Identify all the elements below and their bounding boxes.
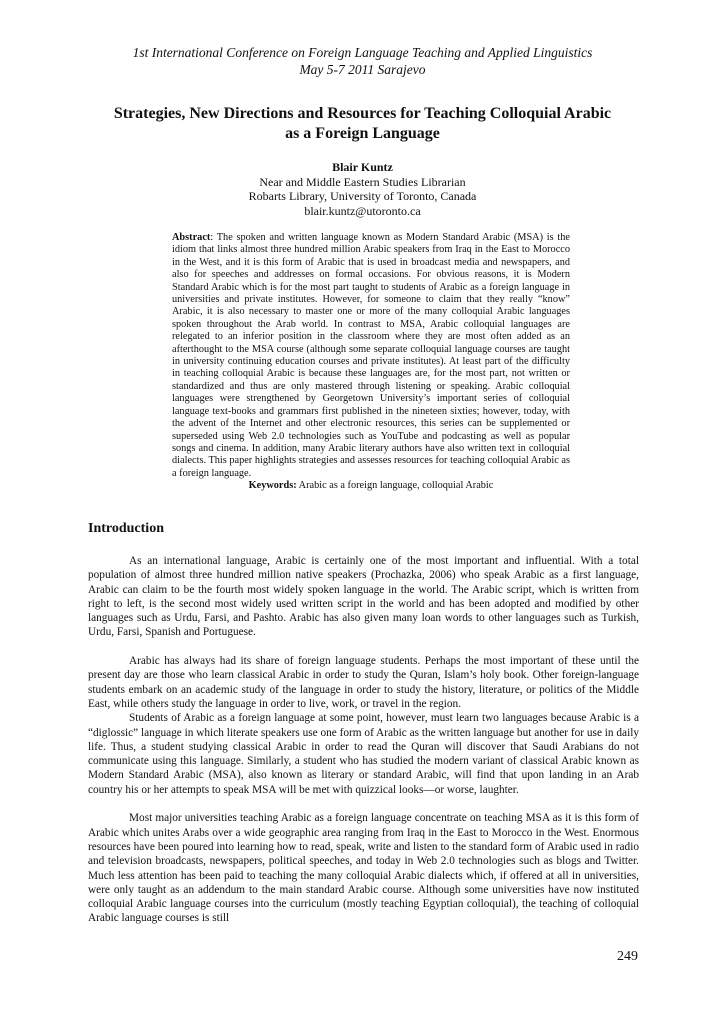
author-affiliation: Robarts Library, University of Toronto, Canada	[248, 189, 477, 203]
abstract-label: Abstract	[172, 232, 211, 243]
abstract-text: : The spoken and written language known as Modern Standard Arabic (MSA) is the idiom that links almost three hundred million Arabic speakers from Iraq in the East to Morocco in the West, and it is this form of Arabic that is used in broadcast media and newspapers, and also for speeches and addresses on formal occasions. For obvious reasons, it is Modern Standard Arabic which is for the most part taught to students of Arabic as a foreign language in universities and private institutes. However, for someone to claim that they really “know” Arabic, it is also necessary to master one or more of the many colloquial Arabic languages spoken throughout the Arab world. In contrast to MSA, Arabic colloquial languages are relegated to an inferior position in the classroom where they are most often added as an afterthought to the MSA course (although some separate colloquial language courses are taught in university continuing education courses and private institutes). At least part of the difficulty in teaching colloquial Arabic is because these languages are, for the most part, not written or standardized and thus are only mastered through listening or speaking. Arabic colloquial languages were strengthened by Georgetown University’s important series of colloquial language text-books and grammars first published in the nineteen sixties; however, today, with the advent of the Internet and other electronic resources, this series can be supplemented or superseded using Web 2.0 technologies such as YouTube and podcasting as well as popular songs and cinema. In addition, many Arabic literary authors have also written text in colloquial dialects. This paper highlights strategies and assesses resources for teaching colloquial Arabic as a foreign language.	[172, 232, 570, 479]
page-number: 249	[617, 949, 638, 964]
keywords-label: Keywords:	[248, 480, 297, 492]
conference-dates: May 5-7 2011 Sarajevo	[299, 62, 426, 77]
author-email: blair.kuntz@utoronto.ca	[304, 203, 421, 218]
body-paragraph: Most major universities teaching Arabic as a foreign language concentrate on teaching MSA as it is this form of Arabic which unites Arabs over a wide geographic area ranging from Iraq in the East to Morocco in the West. Enormous resources have been poured into learning how to read, speak, write and listen to the standard form of Arabic used in radio and television broadcasts, newspapers, political speeches, and today in Web 2.0 technologies such as blogs and Twitter. Much less attention has been paid to teaching the many colloquial Arabic dialects which, if offered at all in universities, were only taught as an addendum to the main standard Arabic course. Although some universities have now instituted colloquial Arabic language courses into the curriculum (mostly teaching Egyptian colloquial), the teaching of colloquial Arabic language courses is still	[88, 812, 639, 925]
author-position: Near and Middle Eastern Studies Librarian	[259, 174, 466, 189]
abstract	[172, 232, 570, 493]
paper-title	[60, 104, 665, 144]
introduction-body	[88, 554, 639, 926]
body-paragraph: Students of Arabic as a foreign language at some point, however, must learn two languages because Arabic is a “diglossic” language in which literate speakers use one form of Arabic as the written language but another for use in daily life. Thus, a student studying classical Arabic in order to read the Quran will discover that Saudi Arabians do not communicate using this language. Similarly, a student who has studied the modern variant of classical Arabic known as Modern Standard Arabic (MSA), also known as literary or standard Arabic, will find that upon landing in an Arab country his or her attempts to speak MSA will be met with quizzical looks—or worse, laughter.	[88, 712, 639, 796]
abstract-paragraph	[172, 232, 570, 480]
keywords	[172, 480, 570, 492]
body-paragraph: Arabic has always had its share of foreign language students. Perhaps the most important of these until the present day are those who learn classical Arabic in order to study the Quran, Islam’s holy book. Other foreign-language students embark on an academic study of the language in order to study the history, literature, or politics of the Middle East, while others study the language in order to live, work, or travel in the region.	[88, 655, 639, 710]
body-paragraph: As an international language, Arabic is certainly one of the most important and influential. With a total population of almost three hundred million native speakers (Prochazka, 2006) who speak Arabic as a first language, Arabic can claim to be the fourth most widely spoken language in the world. The Arabic script, which is written from right to left, is the second most widely used written script in the world and has been adopted and modified by other languages such as Urdu, Farsi, and Pashto. Arabic has also given many loan words to other languages such as Turkish, Urdu, Farsi, Spanish and Portuguese.	[88, 555, 639, 639]
paper-title-line-1: Strategies, New Directions and Resources for Teaching Colloquial Arabic	[113, 105, 612, 122]
author-name: Blair Kuntz	[332, 160, 393, 174]
section-heading-introduction: Introduction	[88, 521, 164, 536]
conference-header	[60, 44, 665, 78]
keywords-text: Arabic as a foreign language, colloquial Arabic	[296, 480, 494, 492]
paper-title-line-2: as a Foreign Language	[285, 125, 440, 142]
conference-name: 1st International Conference on Foreign Language Teaching and Applied Linguistics	[132, 45, 593, 60]
author-block	[100, 160, 625, 218]
